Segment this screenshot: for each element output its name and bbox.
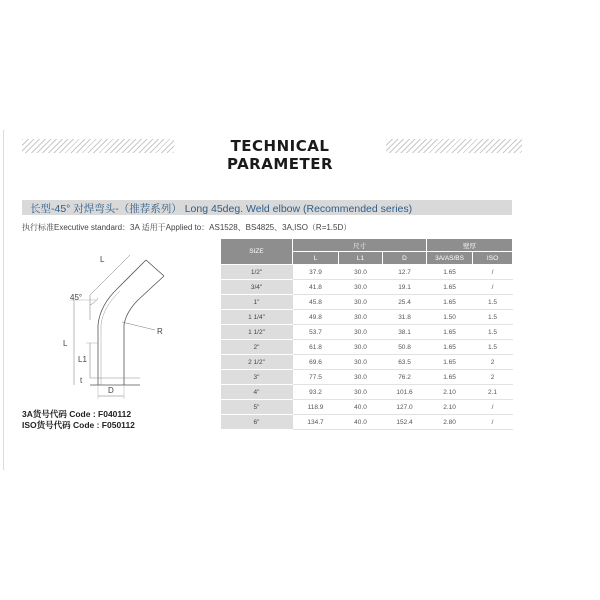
cell-L: 93.2 [293, 385, 339, 400]
product-name-band [22, 200, 512, 215]
cell-size: 4" [221, 385, 293, 400]
cell-D: 127.0 [383, 400, 427, 415]
header-wall-thickness: 壁厚 [427, 239, 513, 252]
radius-leader [122, 322, 155, 330]
cell-wall-iso: 2 [473, 370, 513, 385]
cell-wall-3a: 1.65 [427, 280, 473, 295]
cell-L: 41.8 [293, 280, 339, 295]
cell-L1: 30.0 [339, 295, 383, 310]
cell-D: 38.1 [383, 325, 427, 340]
executive-standard: 执行标准Executive standard：3A 适用于Applied to：AS1528、BS4825、3A,ISO（R=1.5D） [22, 223, 352, 232]
table-row [221, 415, 513, 430]
left-divider [3, 130, 4, 470]
cell-wall-3a: 2.80 [427, 415, 473, 430]
bend-inner [124, 276, 164, 325]
cell-L1: 30.0 [339, 280, 383, 295]
label-L-side: L [63, 339, 68, 348]
table-row [221, 280, 513, 295]
cell-L1: 30.0 [339, 340, 383, 355]
cell-size: 1 1/2" [221, 325, 293, 340]
cell-wall-iso: 1.5 [473, 310, 513, 325]
cell-size: 1/2" [221, 265, 293, 280]
cell-wall-3a: 1.65 [427, 265, 473, 280]
page-title: TECHNICAL PARAMETER [226, 137, 334, 173]
table-row [221, 325, 513, 340]
cell-D: 31.8 [383, 310, 427, 325]
table-header-row [221, 239, 513, 252]
cell-wall-iso: / [473, 280, 513, 295]
cell-size: 5" [221, 400, 293, 415]
cell-wall-iso: 1.5 [473, 325, 513, 340]
angle-arc [90, 298, 98, 305]
cell-L: 53.7 [293, 325, 339, 340]
cell-D: 25.4 [383, 295, 427, 310]
cell-D: 12.7 [383, 265, 427, 280]
table-row [221, 385, 513, 400]
table-row [221, 295, 513, 310]
cell-L: 118.9 [293, 400, 339, 415]
code-iso: ISO货号代码 Code : F050112 [22, 420, 135, 430]
cell-wall-3a: 1.65 [427, 355, 473, 370]
label-R: R [157, 327, 163, 336]
cell-L1: 30.0 [339, 325, 383, 340]
cell-L: 61.8 [293, 340, 339, 355]
cell-L1: 30.0 [339, 355, 383, 370]
cell-L1: 30.0 [339, 385, 383, 400]
cell-wall-iso: 1.5 [473, 340, 513, 355]
header-D: D [383, 252, 427, 265]
table-row [221, 310, 513, 325]
spec-table-body [221, 265, 513, 430]
table-row [221, 400, 513, 415]
header-dimensions: 尺寸 [293, 239, 427, 252]
cell-L: 49.8 [293, 310, 339, 325]
cell-wall-3a: 1.65 [427, 370, 473, 385]
cell-D: 50.8 [383, 340, 427, 355]
table-row [221, 355, 513, 370]
cell-D: 101.6 [383, 385, 427, 400]
cell-wall-iso: / [473, 400, 513, 415]
label-L1: L1 [78, 355, 87, 364]
label-D: D [108, 386, 114, 395]
elbow-drawing [60, 250, 180, 400]
label-angle: 45° [70, 293, 83, 302]
cell-size: 6" [221, 415, 293, 430]
cell-L1: 30.0 [339, 370, 383, 385]
cell-wall-iso: / [473, 415, 513, 430]
cell-size: 2 1/2" [221, 355, 293, 370]
table-row [221, 340, 513, 355]
label-L-top: L [100, 255, 105, 264]
cell-wall-3a: 1.65 [427, 325, 473, 340]
cell-wall-3a: 2.10 [427, 400, 473, 415]
header-3a-as-bs: 3A/AS/BS [427, 252, 473, 265]
cell-D: 19.1 [383, 280, 427, 295]
cell-wall-iso: 2.1 [473, 385, 513, 400]
cell-wall-3a: 1.65 [427, 295, 473, 310]
table-row [221, 265, 513, 280]
cell-size: 1" [221, 295, 293, 310]
cell-L: 69.6 [293, 355, 339, 370]
cell-D: 152.4 [383, 415, 427, 430]
cell-D: 76.2 [383, 370, 427, 385]
cell-L1: 30.0 [339, 310, 383, 325]
title-hatch-right [386, 139, 522, 153]
cell-size: 1 1/4" [221, 310, 293, 325]
pipe-end-cap [146, 260, 164, 276]
cell-wall-iso: 2 [473, 355, 513, 370]
cell-D: 63.5 [383, 355, 427, 370]
cell-wall-3a: 1.50 [427, 310, 473, 325]
cell-wall-iso: 1.5 [473, 295, 513, 310]
table-row [221, 370, 513, 385]
dim-L-top [90, 255, 130, 295]
label-t: t [80, 376, 83, 385]
header-iso: ISO [473, 252, 513, 265]
header-L: L [293, 252, 339, 265]
cell-wall-3a: 2.10 [427, 385, 473, 400]
header-size: SIZE [221, 239, 293, 265]
cell-L: 45.8 [293, 295, 339, 310]
cell-L: 134.7 [293, 415, 339, 430]
cell-wall-iso: / [473, 265, 513, 280]
cell-L: 77.5 [293, 370, 339, 385]
cell-L1: 40.0 [339, 415, 383, 430]
spec-table [220, 238, 513, 430]
cell-L1: 30.0 [339, 265, 383, 280]
product-codes [22, 409, 135, 431]
title-hatch-left [22, 139, 174, 153]
cell-size: 3" [221, 370, 293, 385]
cell-size: 3/4" [221, 280, 293, 295]
bend-outer [98, 260, 146, 325]
cell-L1: 40.0 [339, 400, 383, 415]
cell-L: 37.9 [293, 265, 339, 280]
cell-wall-3a: 1.65 [427, 340, 473, 355]
cell-size: 2" [221, 340, 293, 355]
product-name: 长型-45° 对焊弯头-（推荐系列） Long 45deg. Weld elbow (Recommended series) [30, 203, 413, 215]
header-L1: L1 [339, 252, 383, 265]
code-3a: 3A货号代码 Code : F040112 [22, 409, 132, 419]
